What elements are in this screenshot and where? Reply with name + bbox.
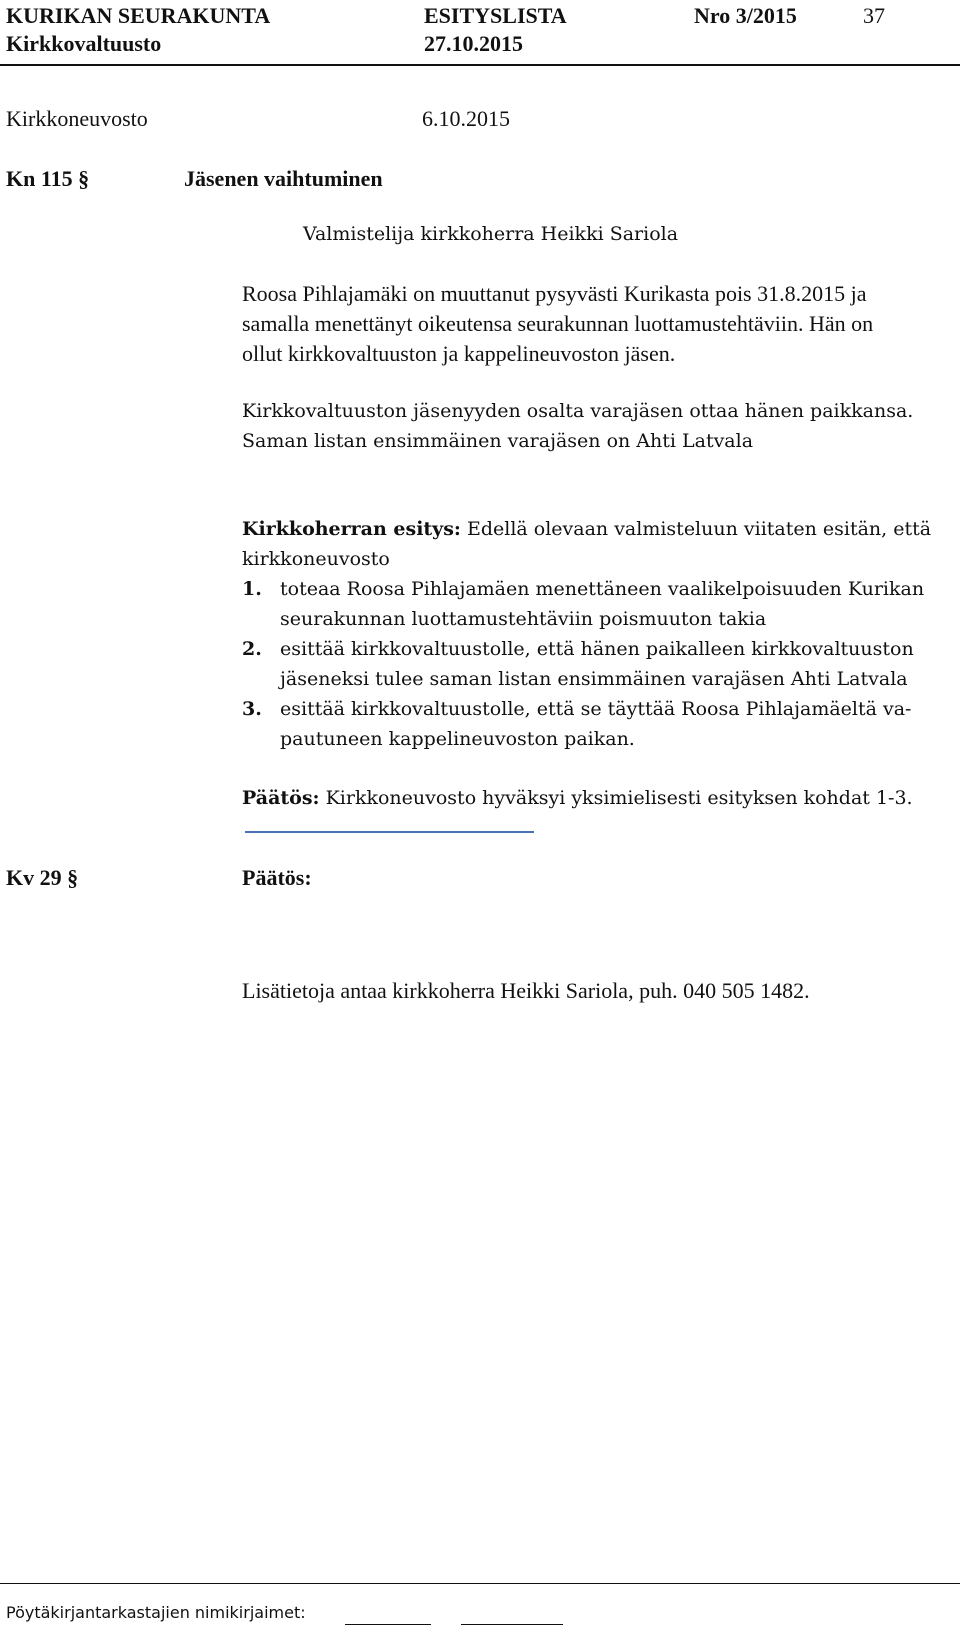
section-number: Kn 115 § <box>6 166 90 191</box>
preparer-line: Valmistelija kirkkoherra Heikki Sariola <box>303 223 679 245</box>
header-body: Kirkkovaltuusto <box>6 31 162 56</box>
header-org: KURIKAN SEURAKUNTA <box>6 3 271 28</box>
section-separator <box>245 831 534 833</box>
footer-rule <box>0 1583 960 1584</box>
para1-line3: ollut kirkkovaltuuston ja kappelineuvoston jäsen. <box>242 341 676 366</box>
proposal-text: Edellä olevaan valmisteluun viitaten esitän, että <box>460 518 932 540</box>
signature-blank <box>461 1624 563 1625</box>
item-line1: esittää kirkkovaltuustolle, että se täyttää Roosa Pihlajamäeltä va- <box>280 698 912 720</box>
council-decision-label: Päätös: <box>242 865 312 890</box>
decision-line <box>242 789 913 808</box>
header-date: 27.10.2015 <box>424 31 523 56</box>
item-number: 2. <box>242 638 262 660</box>
council-section-number: Kv 29 § <box>6 865 79 890</box>
item-line1: toteaa Roosa Pihlajamäen menettäneen vaalikelpoisuuden Kurikan <box>280 578 925 600</box>
meeting-body: Kirkkoneuvosto <box>6 106 148 131</box>
para1-line2: samalla menettänyt oikeutensa seurakunnan luottamustehtäviin. Hän on <box>242 311 874 336</box>
para2-line1: Kirkkovaltuuston jäsenyyden osalta varajäsen ottaa hänen paikkansa. <box>242 400 914 422</box>
para2-line2: Saman listan ensimmäinen varajäsen on Ahti Latvala <box>242 430 754 452</box>
proposal-label: Kirkkoherran esitys: <box>242 518 461 540</box>
proposal-line1 <box>242 520 931 539</box>
contact-line: Lisätietoja antaa kirkkoherra Heikki Sariola, puh. 040 505 1482. <box>242 978 810 1003</box>
item-line2: pautuneen kappelineuvoston paikan. <box>280 728 635 750</box>
signature-blank <box>345 1624 431 1625</box>
para1-line1: Roosa Pihlajamäki on muuttanut pysyvästi Kurikasta pois 31.8.2015 ja <box>242 281 867 306</box>
item-number: 3. <box>242 698 262 720</box>
signatures-label: Pöytäkirjantarkastajien nimikirjaimet: <box>6 1603 306 1622</box>
header-page-number: 37 <box>863 3 885 28</box>
header-doc-type: ESITYSLISTA <box>424 3 567 28</box>
header-rule <box>0 64 960 66</box>
proposal-line2: kirkkoneuvosto <box>242 548 390 570</box>
item-line2: seurakunnan luottamustehtäviin poismuuton takia <box>280 608 767 630</box>
item-line2: jäseneksi tulee saman listan ensimmäinen varajäsen Ahti Latvala <box>280 668 908 690</box>
header-doc-number: Nro 3/2015 <box>694 3 797 28</box>
section-title: Jäsenen vaihtuminen <box>184 166 383 191</box>
item-line1: esittää kirkkovaltuustolle, että hänen paikalleen kirkkovaltuuston <box>280 638 914 660</box>
item-number: 1. <box>242 578 262 600</box>
decision-label: Päätös: <box>242 787 320 809</box>
decision-text: Kirkkoneuvosto hyväksyi yksimielisesti esityksen kohdat 1-3. <box>319 787 913 809</box>
meeting-date: 6.10.2015 <box>422 106 510 131</box>
